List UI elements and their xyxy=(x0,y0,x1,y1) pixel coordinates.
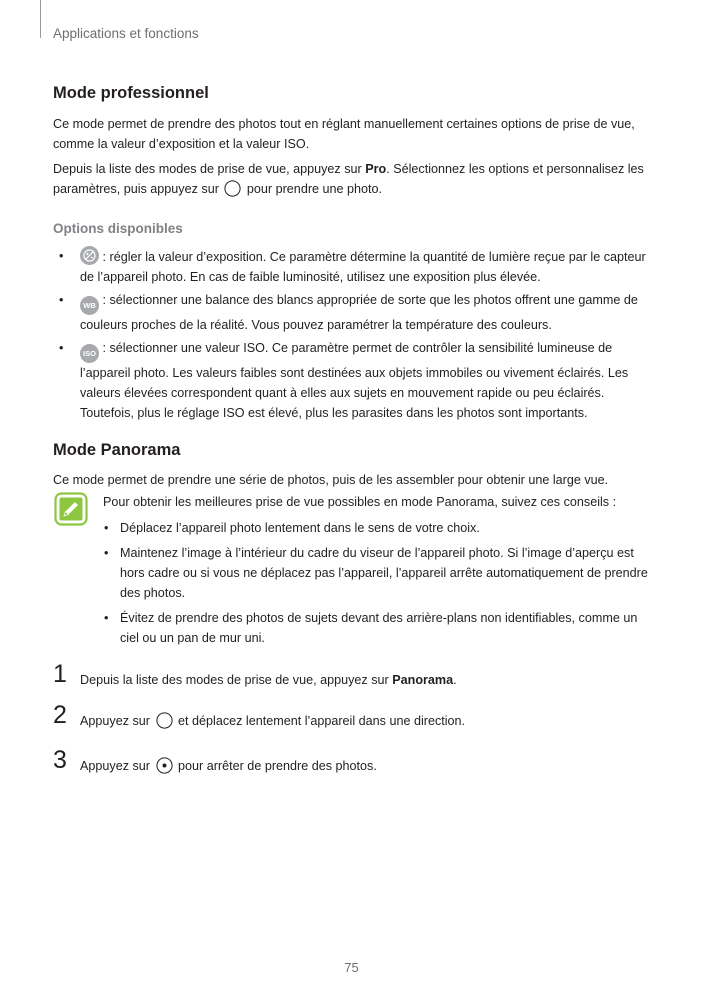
section-title-pro: Mode professionnel xyxy=(53,84,209,102)
tip-item xyxy=(103,543,653,603)
shutter-button-icon xyxy=(224,180,241,203)
tip-text: Évitez de prendre des photos de sujets devant des arrière-plans non identifiables, comme un ciel ou un pan de mur uni. xyxy=(120,611,638,645)
bullet-dot: • xyxy=(104,521,109,535)
bullet-dot: • xyxy=(104,611,109,625)
bullet-dot: • xyxy=(59,341,64,355)
page-number: 75 xyxy=(344,960,359,975)
exposure-icon xyxy=(80,246,99,265)
step-text: . xyxy=(453,673,457,687)
shutter-button-icon xyxy=(156,712,173,735)
iso-icon: ISO xyxy=(80,344,99,363)
pro-instr-text-2: . Sélectionnez les options et personnalisez les paramètres, puis appuyez sur xyxy=(53,162,644,196)
step-number: 3 xyxy=(53,746,67,774)
note-pencil-icon xyxy=(54,492,88,531)
bullet-dot: • xyxy=(59,249,64,263)
step-text: et déplacez lentement l’appareil dans une direction. xyxy=(174,714,466,728)
note-intro: Pour obtenir les meilleures prise de vue possibles en mode Panorama, suivez ces conseils : xyxy=(103,495,617,509)
panorama-intro: Ce mode permet de prendre une série de photos, puis de les assembler pour obtenir une large vue. xyxy=(53,473,609,487)
options-list xyxy=(53,246,653,423)
tip-item xyxy=(103,608,653,648)
header-divider xyxy=(40,0,41,38)
option-item xyxy=(53,338,653,423)
option-item xyxy=(53,290,653,335)
option-text: : sélectionner une balance des blancs appropriée de sorte que les photos offrent une gamme de couleurs proches de la réalité. Vous pouvez paramétrer la température des couleurs. xyxy=(80,293,638,332)
pro-intro: Ce mode permet de prendre des photos tout en réglant manuellement certaines options de prise de vue, comme la valeur d’exposition et la valeur ISO. xyxy=(53,117,635,151)
tip-text: Déplacez l’appareil photo lentement dans le sens de votre choix. xyxy=(120,521,480,535)
option-text: : régler la valeur d’exposition. Ce paramètre détermine la quantité de lumière reçue par le capteur de l’appareil photo. En cas de faible luminosité, utilisez une exposition plus élevée. xyxy=(80,250,646,284)
stop-button-icon xyxy=(156,757,173,780)
step-text: Appuyez sur xyxy=(80,759,154,773)
step-3 xyxy=(53,746,653,780)
step-number: 2 xyxy=(53,701,67,729)
option-item xyxy=(53,246,653,287)
step-number: 1 xyxy=(53,660,67,688)
option-text: : sélectionner une valeur ISO. Ce paramètre permet de contrôler la sensibilité lumineuse de l’appareil photo. Les valeurs faibles sont destinées aux objets immobiles ou vivement éclairés. Les valeurs élevées correspondent quant à elles aux sujets en mouvement rapide ou peu éclairés. Toutefois, plus le réglage ISO est élevé, plus les parasites dans les photos sont importants. xyxy=(80,341,629,420)
panorama-mode-name: Panorama xyxy=(392,673,454,687)
step-text: pour arrêter de prendre des photos. xyxy=(174,759,377,773)
pro-instr-text-3: pour prendre une photo. xyxy=(243,182,383,196)
section-header: Applications et fonctions xyxy=(53,26,199,41)
step-text: Appuyez sur xyxy=(80,714,154,728)
bullet-dot: • xyxy=(59,293,64,307)
pro-instr-text-1: Depuis la liste des modes de prise de vue, appuyez sur xyxy=(53,162,366,176)
options-heading: Options disponibles xyxy=(53,221,183,236)
step-2 xyxy=(53,701,653,735)
step-text: Depuis la liste des modes de prise de vue, appuyez sur xyxy=(80,673,393,687)
tips-list xyxy=(103,518,653,648)
pro-mode-name: Pro xyxy=(365,162,387,176)
tip-item xyxy=(103,518,653,538)
note-box xyxy=(53,492,653,648)
white-balance-icon: WB xyxy=(80,296,99,315)
page-content xyxy=(53,84,653,780)
bullet-dot: • xyxy=(104,546,109,560)
step-1 xyxy=(53,660,653,690)
section-title-panorama: Mode Panorama xyxy=(53,441,181,459)
pro-instructions xyxy=(53,159,653,203)
tip-text: Maintenez l’image à l’intérieur du cadre du viseur de l’appareil photo. Si l’image d’aperçu est hors cadre ou si vous ne déplacez pas l’appareil, l’appareil arrête automatiquement de prendre des photos. xyxy=(120,546,648,600)
